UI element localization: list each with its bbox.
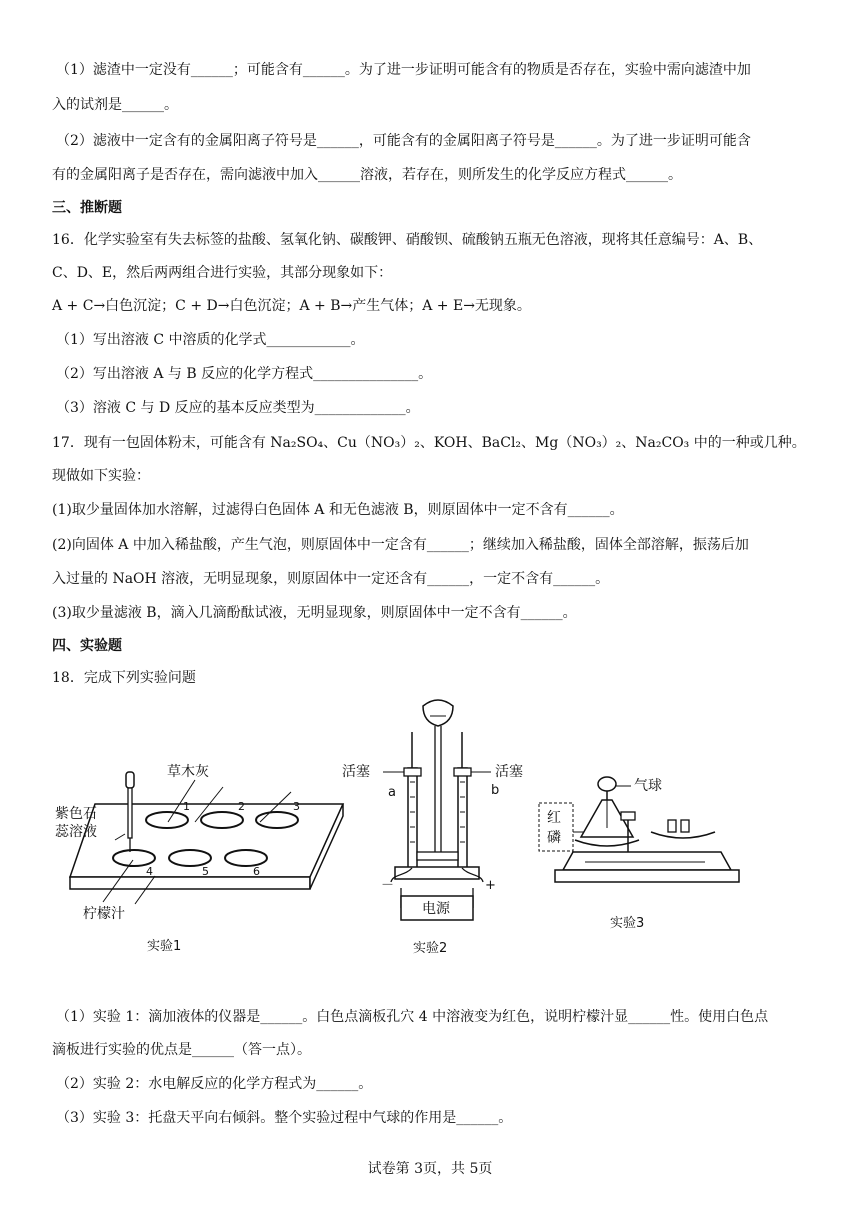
label-phosphorus-line2: 磷 [547, 830, 561, 846]
well [113, 850, 155, 866]
label-valve-left: 活塞 [342, 764, 370, 780]
experiment-figure-svg [55, 692, 755, 962]
text-line: (1)取少量固体加水溶解，过滤得白色固体 A 和无色滤液 B，则原固体中一定不含有______。 [52, 502, 624, 518]
experiment-3 [539, 777, 739, 931]
tube-b [458, 768, 467, 868]
text-line: 17．现有一包固体粉末，可能含有 Na₂SO₄、Cu（NO₃）₂、KOH、BaCl₂、Mg（NO₃）₂、Na₂CO₃ 中的一种或几种。 [52, 435, 806, 451]
dropper-bulb [126, 772, 134, 788]
well-number: 1 [183, 800, 190, 813]
text-line: （1）写出溶液 C 中溶质的化学式____________。 [56, 332, 365, 348]
text-line: （1）实验 1：滴加液体的仪器是______。白色点滴板孔穴 4 中溶液变为红色，说明柠檬汁显______性。使用白色点 [56, 1009, 769, 1025]
caption-exp3: 实验3 [610, 916, 645, 931]
spot-plate-front [70, 877, 310, 889]
weight [681, 820, 689, 832]
right-pan [651, 832, 715, 838]
section-heading: 三、推断题 [52, 200, 122, 216]
pointer-cap [621, 812, 635, 820]
well [169, 850, 211, 866]
well [146, 812, 188, 828]
label-lemon-juice: 柠檬汁 [83, 906, 125, 922]
section-heading: 四、实验题 [52, 638, 122, 654]
tube-a [408, 768, 417, 868]
valve-body-left [404, 768, 421, 776]
text-line: 16．化学实验室有失去标签的盐酸、氢氧化钠、碳酸钾、硝酸钡、硫酸钠五瓶无色溶液，现将其任意编号：A、B、 [52, 232, 763, 248]
left-pan [575, 840, 639, 846]
balance-body [563, 852, 731, 870]
text-line: 有的金属阳离子是否存在，需向滤液中加入______溶液，若存在，则所发生的化学反应方程式______。 [52, 167, 682, 183]
text-line: 滴板进行实验的优点是______（答一点）。 [52, 1042, 311, 1058]
text-line: A + C→白色沉淀；C + D→白色沉淀；A + B→产生气体；A + E→无现象。 [52, 298, 531, 314]
text-line: （3）实验 3：托盘天平向右倾斜。整个实验过程中气球的作用是______。 [56, 1110, 513, 1126]
experiment-1 [55, 763, 343, 954]
valve-body-right [454, 768, 471, 776]
text-line: 18．完成下列实验问题 [52, 670, 196, 686]
label-power-supply: 电源 [422, 901, 450, 917]
reservoir-bulb [423, 700, 453, 726]
text-line: （2）滤液中一定含有的金属阳离子符号是______，可能含有的金属阳离子符号是______。为了进一步证明可能含 [56, 133, 751, 149]
label-valve-right: 活塞 [495, 764, 523, 780]
text-line: （2）写出溶液 A 与 B 反应的化学方程式_______________。 [56, 366, 433, 382]
text-line: （3）溶液 C 与 D 反应的基本反应类型为_____________。 [56, 400, 420, 416]
label-balloon: 气球 [634, 778, 662, 794]
text-line: 现做如下实验： [52, 468, 150, 484]
dropper-tube [128, 788, 132, 838]
experiment-figure [55, 692, 755, 962]
text-line: 入过量的 NaOH 溶液，无明显现象，则原固体中一定还含有______，一定不含有______。 [52, 571, 610, 587]
label-tube-b: b [491, 783, 500, 798]
well [201, 812, 243, 828]
label-litmus-line2: 蕊溶液 [55, 824, 97, 840]
well-number: 3 [293, 800, 300, 813]
well-number: 4 [146, 865, 153, 878]
page-footer: 试卷第 3页，共 5页 [367, 1161, 493, 1177]
well [225, 850, 267, 866]
text-line: (2)向固体 A 中加入稀盐酸，产生气泡，则原固体中一定含有______；继续加入稀盐酸，固体全部溶解，振荡后加 [52, 537, 749, 553]
label-negative: － [381, 878, 395, 893]
label-phosphorus-line1: 红 [547, 810, 561, 826]
text-line: （2）实验 2：水电解反应的化学方程式为______。 [56, 1076, 373, 1092]
caption-exp1: 实验1 [147, 939, 182, 954]
balance-base [555, 870, 739, 882]
experiment-2 [342, 700, 523, 956]
label-positive: + [485, 878, 496, 893]
connecting-tube [417, 852, 458, 860]
balloon [598, 777, 616, 791]
label-plant-ash: 草木灰 [167, 764, 209, 780]
caption-exp2: 实验2 [413, 941, 448, 956]
text-line: （1）滤渣中一定没有______；可能含有______。为了进一步证明可能含有的物质是否存在，实验中需向滤渣中加 [56, 62, 751, 78]
text-line: (3)取少量滤液 B，滴入几滴酚酞试液，无明显现象，则原固体中一定不含有______。 [52, 605, 577, 621]
label-litmus-line1: 紫色石 [55, 806, 97, 822]
well-number: 6 [253, 865, 260, 878]
text-line: C、D、E，然后两两组合进行实验，其部分现象如下： [52, 265, 393, 281]
well-number: 5 [202, 865, 209, 878]
stand-base [395, 867, 479, 879]
label-tube-a: a [388, 785, 396, 800]
well-number: 2 [238, 800, 245, 813]
weight [668, 820, 676, 832]
text-line: 入的试剂是______。 [52, 97, 178, 113]
